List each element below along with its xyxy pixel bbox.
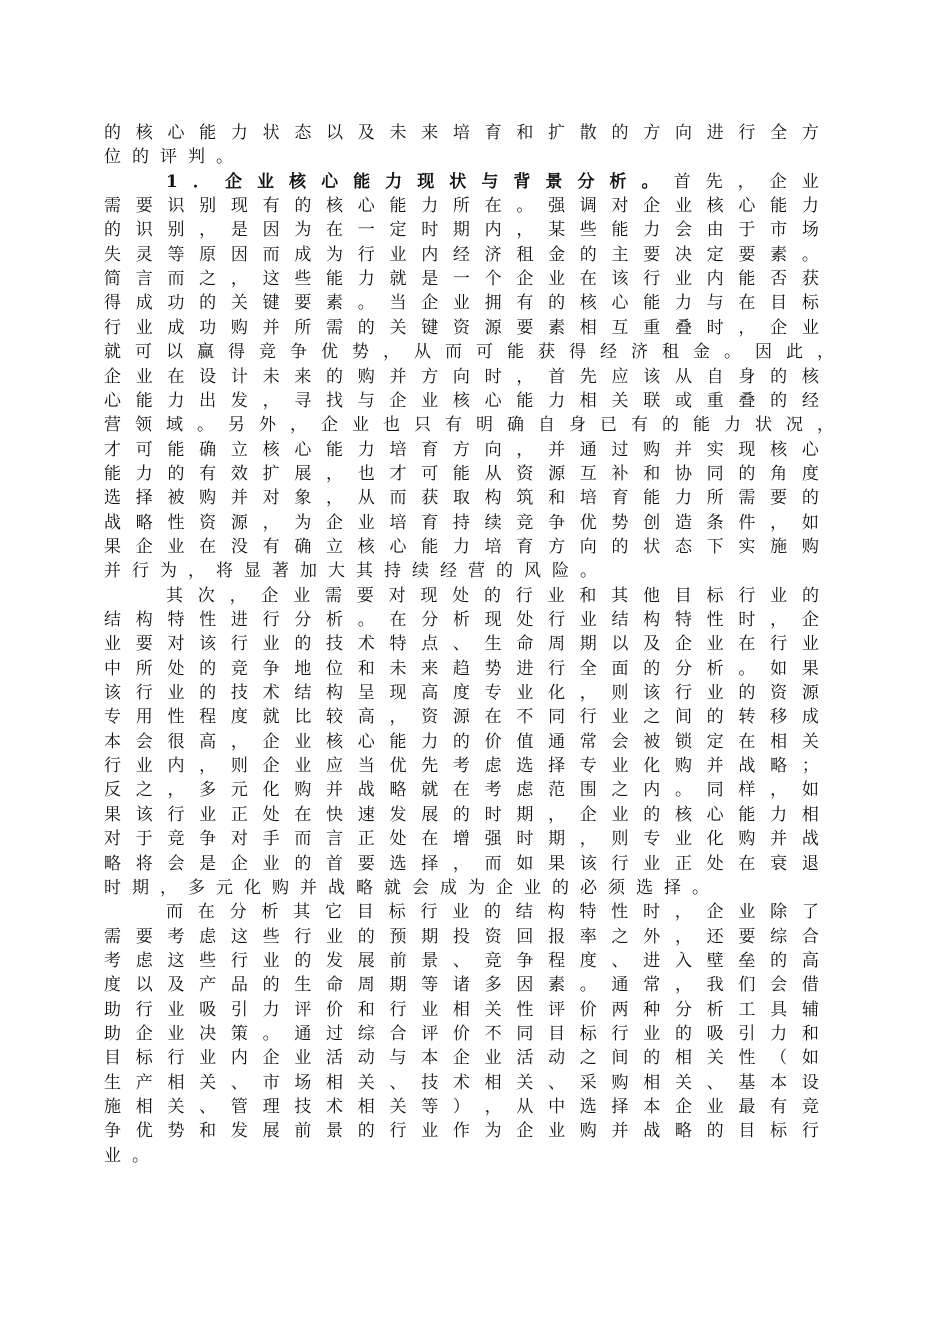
text-line: 战 略 性 资 源 ， 为 企 业 培 育 持 续 竞 争 优 势 创 造 条 件 ， 如: [104, 512, 819, 533]
text-line: 结 构 特 性 进 行 分 析 。 在 分 析 现 处 行 业 结 构 特 性 时 ， 企: [104, 610, 819, 630]
text-line: 行 业 内 ， 则 企 业 应 当 优 先 考 虑 选 择 专 业 化 购 并 战 略 ；: [104, 756, 819, 777]
text-line: 助 行 业 吸 引 力 评 价 和 行 业 相 关 性 评 价 两 种 分 析 工 具 辅: [104, 999, 819, 1020]
text-line: 助 企 业 决 策 。 通 过 综 合 评 价 不 同 目 标 行 业 的 吸 引 力 和: [104, 1023, 819, 1044]
text-line: 争 优 势 和 发 展 前 景 的 行 业 作 为 企 业 购 并 战 略 的 目 标 行: [104, 1121, 819, 1142]
text-line: 行 业 成 功 购 并 所 需 的 关 键 资 源 要 素 相 互 重 叠 时 ， 企 业: [104, 317, 819, 338]
text-line: 才 可 能 确 立 核 心 能 力 培 育 方 向 ， 并 通 过 购 并 实 现 核 心: [104, 439, 819, 460]
text-line: 失 灵 等 原 因 而 成 为 行 业 内 经 济 租 金 的 主 要 决 定 要 素 。: [104, 244, 819, 265]
text-line: 心 能 力 出 发 ， 寻 找 与 企 业 核 心 能 力 相 关 联 或 重 叠 的 经: [104, 390, 819, 411]
text-line: 对 于 竞 争 对 手 而 言 正 处 在 增 强 时 期 ， 则 专 业 化 购 并 战: [104, 829, 819, 850]
text-line: 选 择 被 购 并 对 象 ， 从 而 获 取 构 筑 和 培 育 能 力 所 需 要 的: [104, 488, 819, 509]
text-line: 目 标 行 业 内 企 业 活 动 与 本 企 业 活 动 之 间 的 相 关 性 （ 如: [104, 1048, 819, 1069]
text-line: 的 识 别 ， 是 因 为 在 一 定 时 期 内 ， 某 些 能 力 会 由 于 市 场: [104, 220, 819, 241]
text-line: 考 虑 这 些 行 业 的 发 展 前 景 、 竞 争 程 度 、 进 入 壁 垒 的 高: [104, 950, 819, 971]
text-line: 略 将 会 是 企 业 的 首 要 选 择 ， 而 如 果 该 行 业 正 处 在 衰 退: [104, 853, 819, 874]
text-line: 简 言 而 之 ， 这 些 能 力 就 是 一 个 企 业 在 该 行 业 内 能 否 获: [104, 269, 819, 290]
text-line: 反 之 ， 多 元 化 购 并 战 略 就 在 考 虑 范 围 之 内 。 同 样 ， 如: [104, 780, 819, 801]
text-line: 果 该 行 业 正 处 在 快 速 发 展 的 时 期 ， 企 业 的 核 心 能 力 相: [104, 804, 819, 825]
text-line: 的 核 心 能 力 状 态 以 及 未 来 培 育 和 扩 散 的 方 向 进 行 全 方: [104, 123, 819, 143]
text-line: 度 以 及 产 品 的 生 命 周 期 等 诸 多 因 素 。 通 常 ， 我 们 会 借: [104, 975, 819, 996]
text-line: 企 业 在 设 计 未 来 的 购 并 方 向 时 ， 首 先 应 该 从 自 身 的 核: [104, 366, 819, 387]
text-line: 能 力 的 有 效 扩 展 ， 也 才 可 能 从 资 源 互 补 和 协 同 的 角 度: [104, 463, 819, 484]
text-line: 业 。: [104, 1145, 149, 1166]
text-line: 就 可 以 赢 得 竞 争 优 势 ， 从 而 可 能 获 得 经 济 租 金 。 因 此 ，: [104, 342, 834, 363]
text-line: 1 ． 企 业 核 心 能 力 现 状 与 背 景 分 析 。 首 先 ， 企 业: [166, 171, 819, 192]
text-line: 中 所 处 的 竞 争 地 位 和 未 来 趋 势 进 行 全 面 的 分 析 。 如 果: [104, 658, 819, 679]
text-line: 需 要 识 别 现 有 的 核 心 能 力 所 在 。 强 调 对 企 业 核 心 能 力: [104, 196, 819, 217]
text-line: 并 行 为 ， 将 显 著 加 大 其 持 续 经 营 的 风 险 。: [104, 561, 597, 582]
text-line: 专 用 性 程 度 就 比 较 高 ， 资 源 在 不 同 行 业 之 间 的 转 移 成: [104, 707, 819, 728]
text-line: 生 产 相 关 、 市 场 相 关 、 技 术 相 关 、 采 购 相 关 、 基 本 设: [104, 1072, 819, 1093]
text-line: 果 企 业 在 没 有 确 立 核 心 能 力 培 育 方 向 的 状 态 下 实 施 购: [104, 536, 819, 557]
text-line: 时 期 ， 多 元 化 购 并 战 略 就 会 成 为 企 业 的 必 须 选 择 。: [104, 877, 709, 898]
text-line: 本 会 很 高 ， 企 业 核 心 能 力 的 价 值 通 常 会 被 锁 定 在 相 关: [104, 731, 819, 752]
text-line: 业 要 对 该 行 业 的 技 术 特 点 、 生 命 周 期 以 及 企 业 在 行 业: [104, 634, 819, 655]
text-line: 而 在 分 析 其 它 目 标 行 业 的 结 构 特 性 时 ， 企 业 除 了: [166, 902, 819, 923]
text-line: 需 要 考 虑 这 些 行 业 的 预 期 投 资 回 报 率 之 外 ， 还 要 综 合: [104, 926, 819, 947]
text-line: 该 行 业 的 技 术 结 构 呈 现 高 度 专 业 化 ， 则 该 行 业 的 资 源: [104, 683, 819, 704]
text-line: 施 相 关 、 管 理 技 术 相 关 等 ） ， 从 中 选 择 本 企 业 最 有 竞: [104, 1097, 819, 1117]
text-line: 其 次 ， 企 业 需 要 对 现 处 的 行 业 和 其 他 目 标 行 业 的: [166, 585, 819, 606]
text-line: 位 的 评 判 。: [104, 147, 233, 168]
text-line: 得 成 功 的 关 键 要 素 。 当 企 业 拥 有 的 核 心 能 力 与 在 目 标: [104, 293, 819, 314]
text-line: 营 领 域 。 另 外 ， 企 业 也 只 有 明 确 自 身 已 有 的 能 力 状 况 ，: [104, 415, 834, 436]
